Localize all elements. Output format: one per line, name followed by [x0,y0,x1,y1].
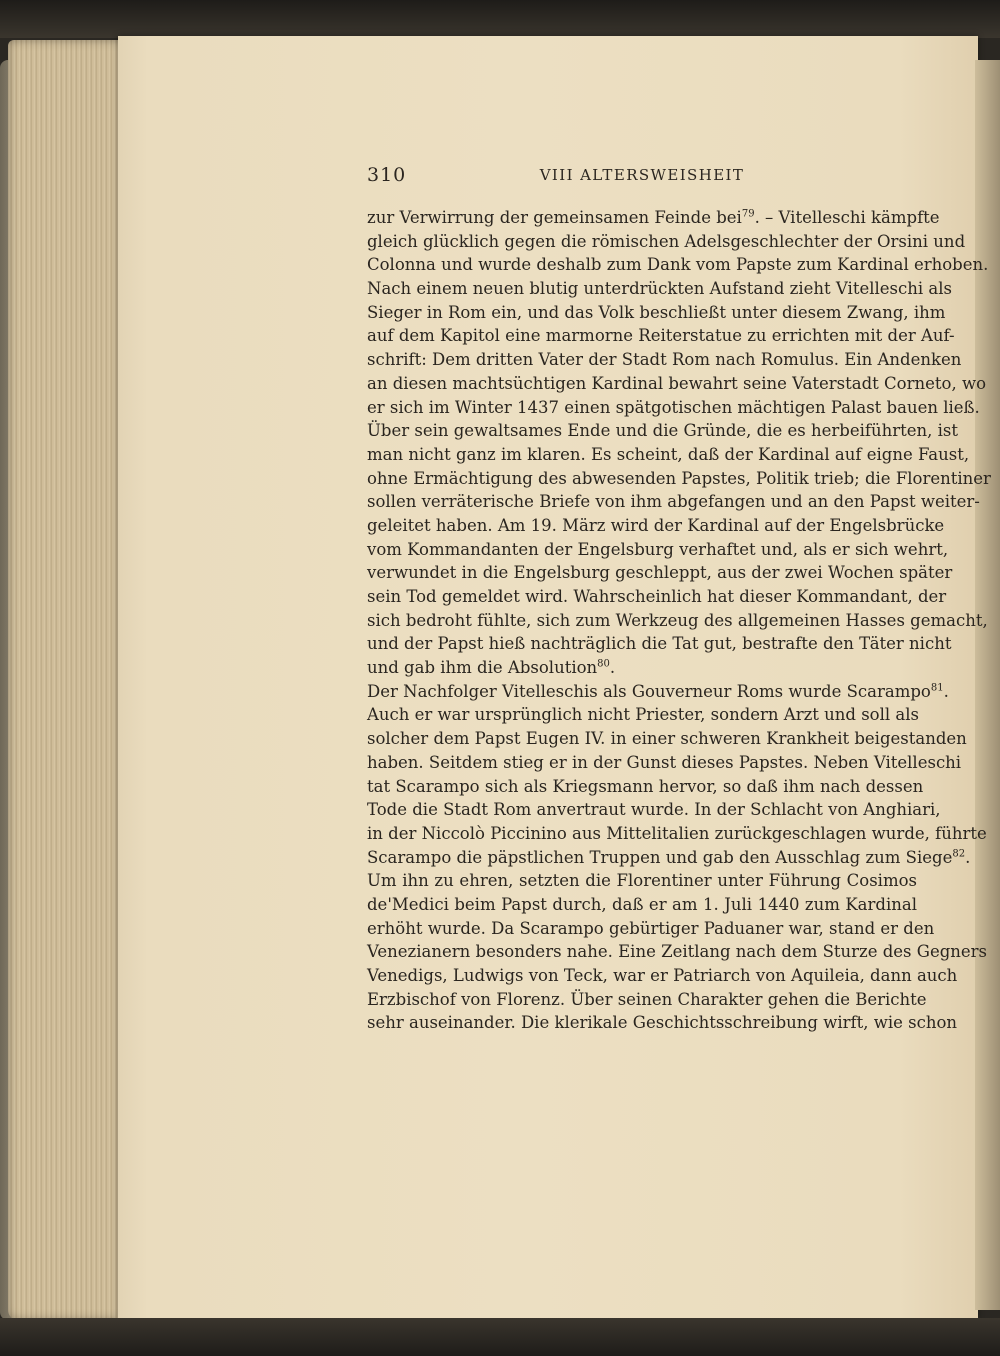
line-text: tat Scarampo sich als Kriegsmann hervor, so daß ihm nach dessen [367,776,924,796]
line-text: Erzbischof von Florenz. Über seinen Charakter gehen die Berichte [367,989,927,1009]
line-text: Sieger in Rom ein, und das Volk beschließt unter diesem Zwang, ihm [367,302,946,322]
text-line [367,632,952,656]
line-text: solcher dem Papst Eugen IV. in einer schweren Krankheit beigestanden [367,729,967,749]
line-text-tail: . [965,847,971,867]
text-line [367,940,988,964]
text-line [367,656,917,680]
line-text-tail: . [943,681,949,701]
scan-background-top [0,0,1000,38]
text-line [367,419,959,443]
line-text-tail: . – Vitelleschi kämpfte [754,208,940,227]
footnote-marker: 80 [597,658,610,670]
text-line [367,798,941,822]
text-line [367,324,955,348]
line-text: Der Nachfolger Vitelleschis als Gouverneur Roms wurde Scarampo [367,681,931,701]
text-line [367,727,967,751]
text-line [367,703,917,727]
text-line [367,1011,958,1035]
line-text: er sich im Winter 1437 einen spätgotischen mächtigen Palast bauen ließ. [367,397,980,417]
text-line [367,348,962,372]
line-text: Nach einem neuen blutig unterdrückten Aufstand zieht Vitelleschi als [367,279,952,299]
running-head: VIII ALTERSWEISHEIT [539,166,745,184]
line-text: Über sein gewaltsames Ende und die Gründe, die es herbeiführten, ist [367,421,959,441]
line-text: Auch er war ursprünglich nicht Priester, sondern Arzt und soll als [367,705,919,725]
text-line [367,372,987,396]
footnote-marker: 79 [741,208,755,220]
text-line [367,822,987,846]
line-text: in der Niccolò Piccinino aus Mittelitalien zurückgeschlagen wurde, führte [367,823,987,843]
text-line [367,585,947,609]
line-text: ohne Ermächtigung des abwesenden Papstes, Politik trieb; die Florentiner [367,468,991,488]
text-line [367,514,945,538]
line-text: schrift: Dem dritten Vater der Stadt Rom nach Romulus. Ein Andenken [367,350,962,370]
line-text: geleitet haben. Am 19. März wird der Kardinal auf der Engelsbrücke [367,515,945,535]
line-text-tail: . [609,658,616,678]
line-text: Venedigs, Ludwigs von Teck, war er Patriarch von Aquileia, dann auch [367,966,958,985]
line-text: und der Papst hieß nachträglich die Tat gut, bestrafte den Täter nicht [367,634,952,654]
line-text: sehr auseinander. Die klerikale Geschichtsschreibung wirft, wie schon [367,1013,958,1033]
line-text: zur Verwirrung der gemeinsamen Feinde bei [367,208,742,227]
text-line [367,751,962,775]
scan-background-bottom [0,1318,1000,1356]
text-line [367,467,991,491]
line-text: gleich glücklich gegen die römischen Adelsgeschlechter der Orsini und [367,231,966,251]
text-line [367,490,980,514]
text-line [367,277,952,301]
text-line [367,917,935,941]
line-text: sein Tod gemeldet wird. Wahrscheinlich hat dieser Kommandant, der [367,587,947,606]
text-line [367,893,917,917]
text-line [367,964,958,988]
line-text: Scarampo die päpstlichen Truppen und gab den Ausschlag zum Siege [367,847,953,867]
line-text: auf dem Kapitol eine marmorne Reiterstatue zu errichten mit der Auf- [367,326,955,346]
footnote-marker: 81 [930,682,944,694]
text-line [367,869,917,893]
body-text [367,206,991,1035]
text-line [367,988,927,1012]
text-line [367,680,949,704]
page-right-edge [975,60,1000,1310]
footnote-marker: 82 [952,848,966,860]
page-header [367,164,917,192]
line-text: Colonna und wurde deshalb zum Dank vom Papste zum Kardinal erhoben. [367,255,989,275]
line-text: verwundet in die Engelsburg geschleppt, aus der zwei Wochen später [367,563,953,583]
line-text: erhöht wurde. Da Scarampo gebürtiger Paduaner war, stand er den [367,918,935,938]
text-line [367,609,988,633]
text-line [367,253,989,277]
text-line [367,846,971,870]
line-text: und gab ihm die Absolution [367,658,598,678]
text-line [367,775,924,799]
line-text: sich bedroht fühlte, sich zum Werkzeug des allgemeinen Hasses gemacht, [367,610,988,630]
text-line [367,206,940,230]
page-number: 310 [367,164,407,186]
line-text: Um ihn zu ehren, setzten die Florentiner unter Führung Cosimos [367,871,917,891]
text-line [367,396,980,420]
line-text: Tode die Stadt Rom anvertraut wurde. In der Schlacht von Anghiari, [367,800,941,820]
line-text: Venezianern besonders nahe. Eine Zeitlang nach dem Sturze des Gegners [367,942,988,962]
line-text: haben. Seitdem stieg er in der Gunst dieses Papstes. Neben Vitelleschi [367,752,962,772]
line-text: an diesen machtsüchtigen Kardinal bewahrt seine Vaterstadt Corneto, wo [367,373,987,393]
text-line [367,538,949,562]
line-text: sollen verräterische Briefe von ihm abgefangen und an den Papst weiter- [367,492,980,512]
text-line [367,561,953,585]
text-line [367,301,946,325]
line-text: man nicht ganz im klaren. Es scheint, daß der Kardinal auf eigne Faust, [367,444,970,464]
text-line [367,230,966,254]
line-text: vom Kommandanten der Engelsburg verhaftet und, als er sich wehrt, [367,539,949,559]
line-text: de'Medici beim Papst durch, daß er am 1. Juli 1440 zum Kardinal [367,894,917,914]
text-line [367,443,970,467]
